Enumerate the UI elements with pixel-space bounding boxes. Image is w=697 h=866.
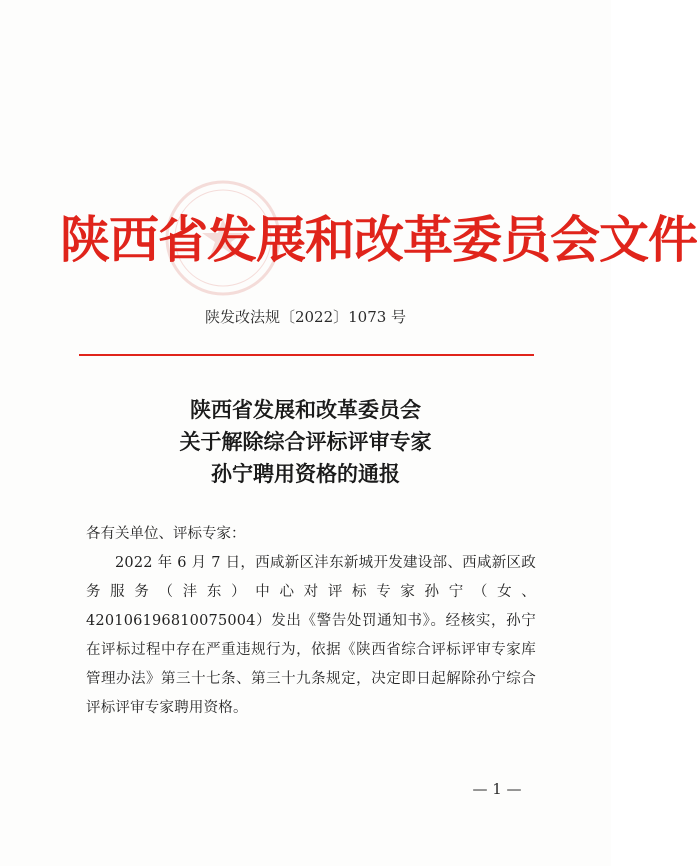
title-line-3: 孙宁聘用资格的通报: [211, 461, 400, 486]
page-number: — 1 —: [472, 780, 522, 798]
document-header-title: 陕西省发展和改革委员会文件: [60, 210, 697, 269]
header-divider: [79, 354, 534, 356]
body-paragraph: 2022 年 6 月 7 日，西咸新区沣东新城开发建设部、西咸新区政务服务（沣东）中心对评标专家孙宁（女、420106196810075004）发出《警告处罚通知书》。经核实，孙宁在评标过程中存在严重违规行为，依据《陕西省综合评标评审专家库管理办法》第三十七条、第三十九条规定，决定即日起解除孙宁综合评标评审专家聘用资格。: [86, 555, 536, 716]
document-body: [86, 520, 536, 723]
document-number: 陕发改法规〔2022〕1073 号: [204, 308, 407, 326]
document-title: [0, 394, 611, 490]
title-line-2: 关于解除综合评标评审专家: [179, 429, 432, 454]
title-line-1: 陕西省发展和改革委员会: [190, 397, 421, 422]
salutation: 各有关单位、评标专家：: [86, 526, 246, 542]
